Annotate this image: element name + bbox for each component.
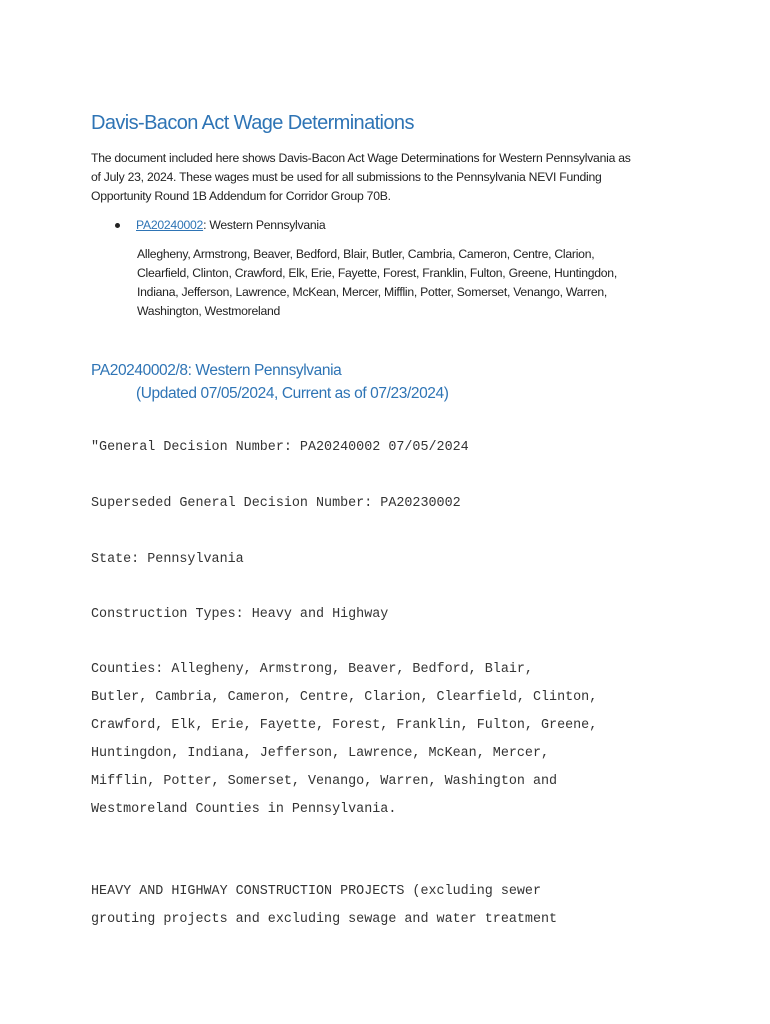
projects-description — [91, 878, 557, 934]
construction-types: Construction Types: Heavy and Highway — [91, 607, 389, 622]
section-heading — [91, 359, 449, 405]
counties-line: Clearfield, Clinton, Crawford, Elk, Erie, Fayette, Forest, Franklin, Fulton, Greene, Huntingdon, — [137, 266, 617, 280]
decision-counties-line: Huntingdon, Indiana, Jefferson, Lawrence, McKean, Mercer, — [91, 746, 550, 761]
document-title: Davis-Bacon Act Wage Determinations — [91, 112, 414, 134]
intro-line: of July 23, 2024. These wages must be used for all submissions to the Pennsylvania NEVI Funding — [91, 170, 602, 184]
bullet-item — [115, 216, 325, 235]
bullet-text: : Western Pennsylvania — [203, 218, 326, 232]
intro-paragraph — [91, 149, 631, 206]
decision-counties-line: Crawford, Elk, Erie, Fayette, Forest, Franklin, Fulton, Greene, — [91, 718, 598, 733]
section-heading-line1: PA20240002/8: Western Pennsylvania — [91, 362, 342, 379]
decision-link[interactable]: PA20240002 — [136, 218, 204, 232]
projects-line: grouting projects and excluding sewage and water treatment — [91, 912, 558, 927]
bullet-icon — [115, 223, 120, 228]
counties-line: Washington, Westmoreland — [137, 304, 281, 318]
decision-counties-line: Counties: Allegheny, Armstrong, Beaver, Bedford, Blair, — [91, 662, 533, 677]
decision-counties-line: Westmoreland Counties in Pennsylvania. — [91, 802, 397, 817]
superseded-decision-number: Superseded General Decision Number: PA20230002 — [91, 496, 461, 511]
general-decision-number: "General Decision Number: PA20240002 07/05/2024 — [91, 440, 469, 455]
counties-line: Indiana, Jefferson, Lawrence, McKean, Mercer, Mifflin, Potter, Somerset, Venango, Warren, — [137, 285, 608, 299]
decision-counties — [91, 656, 597, 824]
section-heading-line2: (Updated 07/05/2024, Current as of 07/23/2024) — [136, 385, 449, 402]
decision-counties-line: Mifflin, Potter, Somerset, Venango, Warren, Washington and — [91, 774, 558, 789]
intro-line: The document included here shows Davis-Bacon Act Wage Determinations for Western Pennsylvania as — [91, 151, 631, 165]
state: State: Pennsylvania — [91, 552, 244, 567]
intro-line: Opportunity Round 1B Addendum for Corridor Group 70B. — [91, 189, 391, 203]
projects-line: HEAVY AND HIGHWAY CONSTRUCTION PROJECTS (excluding sewer — [91, 884, 541, 899]
decision-counties-line: Butler, Cambria, Cameron, Centre, Clarion, Clearfield, Clinton, — [91, 690, 598, 705]
counties-paragraph — [137, 245, 617, 321]
counties-line: Allegheny, Armstrong, Beaver, Bedford, Blair, Butler, Cambria, Cameron, Centre, Clarion, — [137, 247, 595, 261]
